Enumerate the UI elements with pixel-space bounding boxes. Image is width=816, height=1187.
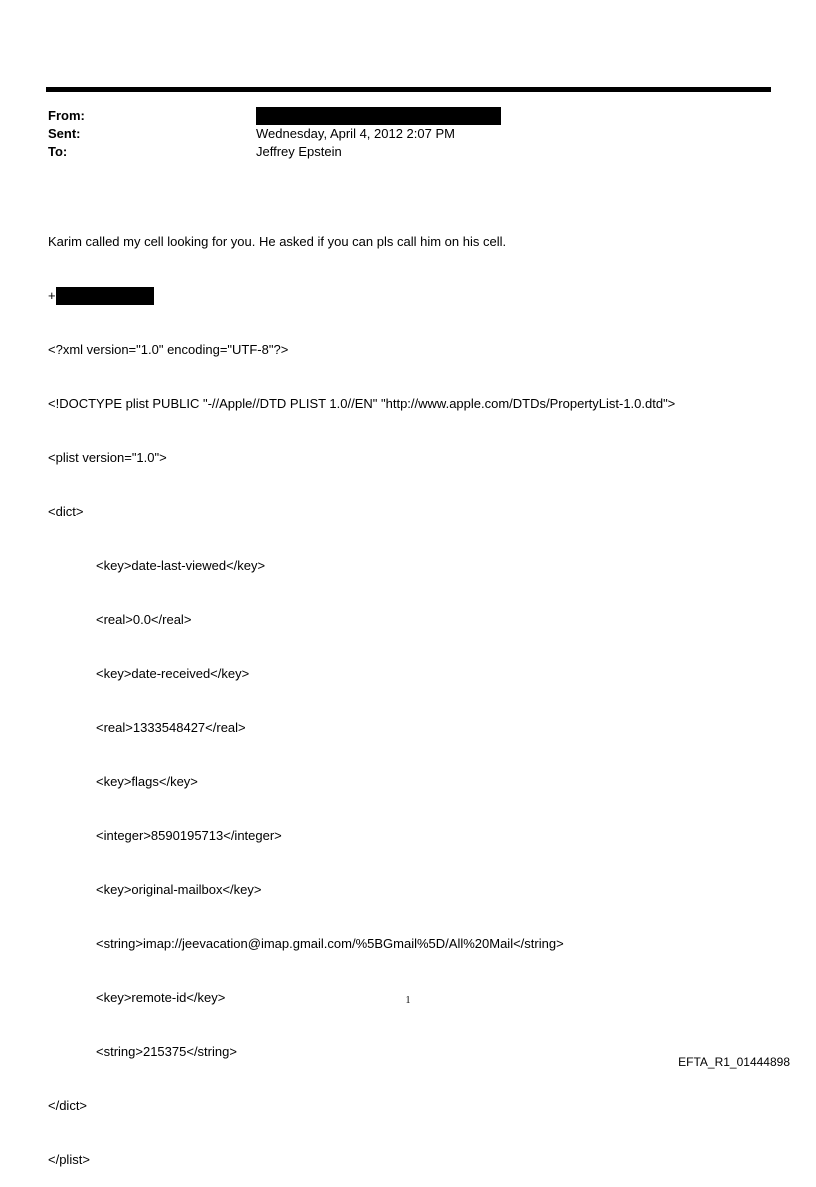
plist-entry: <key>date-received</key>: [96, 666, 250, 681]
message-body: [48, 197, 675, 1187]
phone-line: [48, 287, 675, 305]
plist-entry: <key>remote-id</key>: [96, 990, 226, 1005]
from-label: From:: [48, 108, 85, 123]
to-label: To:: [48, 144, 68, 159]
plist-entry: <string>imap://jeevacation@imap.gmail.com/%5BGmail%5D/All%20Mail</string>: [96, 936, 564, 951]
document-id: EFTA_R1_01444898: [678, 1055, 790, 1069]
plist-entry: <key>original-mailbox</key>: [96, 882, 262, 897]
to-value: Jeffrey Epstein: [256, 144, 342, 159]
header-rule: [46, 87, 771, 92]
phone-redaction: [56, 287, 154, 305]
page-number: 1: [405, 995, 411, 1006]
plist-entry: <string>215375</string>: [96, 1044, 237, 1059]
message-line: Karim called my cell looking for you. He asked if you can pls call him on his cell.: [48, 234, 507, 249]
sent-label: Sent:: [48, 126, 81, 141]
plist-doctype: <!DOCTYPE plist PUBLIC "-//Apple//DTD PLIST 1.0//EN" "http://www.apple.com/DTDs/PropertyList-1.0.dtd">: [48, 396, 676, 411]
from-redaction: [256, 107, 501, 125]
plist-open: <plist version="1.0">: [48, 450, 167, 465]
plist-close: </plist>: [48, 1152, 90, 1167]
plist-entry: <real>0.0</real>: [96, 612, 192, 627]
sent-value: Wednesday, April 4, 2012 2:07 PM: [256, 126, 455, 141]
plist-entry: <key>flags</key>: [96, 774, 198, 789]
plist-entry: <real>1333548427</real>: [96, 720, 246, 735]
dict-open: <dict>: [48, 504, 84, 519]
phone-prefix: +: [48, 288, 56, 303]
plist-entry: <integer>8590195713</integer>: [96, 828, 282, 843]
plist-xml-decl: <?xml version="1.0" encoding="UTF-8"?>: [48, 342, 289, 357]
plist-entry: <key>date-last-viewed</key>: [96, 558, 266, 573]
dict-close: </dict>: [48, 1098, 88, 1113]
